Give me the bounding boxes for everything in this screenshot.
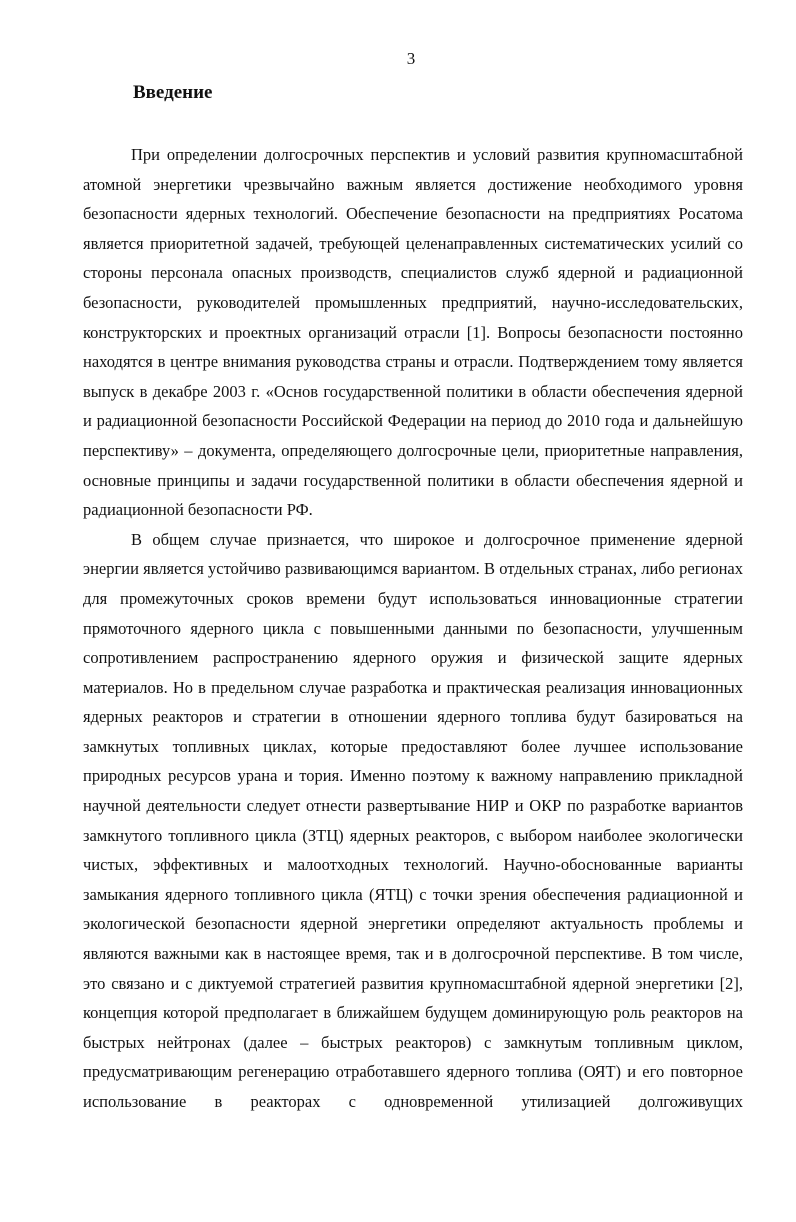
paragraph-2 — [83, 525, 743, 1117]
text-line: сопротивлением распространению ядерного оружия и физической защите ядерных — [83, 648, 743, 668]
text-line: безопасности, руководителей промышленных предприятий, научно-исследовательских, — [83, 292, 743, 312]
text-line: безопасности ядерных технологий. Обеспечение безопасности на предприятиях Росатома — [83, 204, 743, 224]
text-line: конструкторских и проектных организаций отрасли [1]. Вопросы безопасности постоянно — [83, 322, 743, 342]
text-line: материалов. Но в предельном случае разработка и практическая реализация инновационных — [83, 677, 743, 697]
text-line: экологической безопасности ядерной энергетики определяют актуальность проблемы и — [83, 914, 743, 934]
text-line: замкнутых топливных циклах, которые предоставляют более лучшее использование — [83, 736, 743, 756]
text-line: являются важными как в настоящее время, так и в долгосрочной перспективе. В том числе, — [83, 944, 743, 964]
text-line: чистых, эффективных и малоотходных технологий. Научно-обоснованные варианты — [83, 855, 743, 875]
text-line: ядерных реакторов и стратегии в отношении ядерного топлива будут базироваться на — [83, 707, 743, 727]
text-line: использование в реакторах с одновременной утилизацией долгоживущих — [83, 1092, 743, 1111]
text-line: находятся в центре внимания руководства страны и отрасли. Подтверждением тому является — [83, 352, 743, 372]
text-line: предусматривающим регенерацию отработавшего ядерного топлива (ОЯТ) и его повторное — [83, 1062, 743, 1082]
text-line: замыкания ядерного топливного цикла (ЯТЦ) с точки зрения обеспечения радиационной и — [83, 884, 743, 904]
text-line: и радиационной безопасности Российской Федерации на период до 2010 года и дальнейшую — [83, 411, 743, 431]
text-line: перспективу» – документа, определяющего долгосрочные цели, приоритетные направления, — [83, 440, 743, 460]
text-line: является приоритетной задачей, требующей целенаправленных систематических усилий со — [83, 233, 743, 253]
text-line: стороны персонала опасных производств, специалистов служб ядерной и радиационной — [83, 263, 743, 283]
text-line: В общем случае признается, что широкое и долгосрочное применение ядерной — [131, 529, 743, 549]
text-line: выпуск в декабре 2003 г. «Основ государственной политики в области обеспечения ядерной — [83, 381, 743, 401]
text-line: основные принципы и задачи государственной политики в области обеспечения ядерной и — [83, 470, 743, 490]
text-line: для промежуточных сроков времени будут использоваться инновационные стратегии — [83, 588, 743, 608]
section-heading: Введение — [133, 82, 213, 103]
document-body — [83, 140, 743, 1117]
text-line: это связано и с диктуемой стратегией развития крупномасштабной ядерной энергетики [2], — [83, 973, 743, 993]
text-line: атомной энергетики чрезвычайно важным является достижение необходимого уровня — [83, 174, 743, 194]
paragraph-1 — [83, 140, 743, 525]
text-line: замкнутого топливного цикла (ЗТЦ) ядерных реакторов, с выбором наиболее экологически — [83, 825, 743, 845]
text-line: радиационной безопасности РФ. — [83, 500, 313, 520]
text-line: прямоточного ядерного цикла с повышенными данными по безопасности, улучшенным — [83, 618, 743, 638]
text-line: концепция которой предполагает в ближайшем будущем доминирующую роль реакторов на — [83, 1003, 743, 1023]
text-line: быстрых нейтронах (далее – быстрых реакторов) с замкнутым топливным циклом, — [83, 1032, 743, 1052]
text-line: энергии является устойчиво развивающимся вариантом. В отдельных странах, либо регионах — [83, 559, 743, 579]
page-number: 3 — [406, 49, 416, 68]
text-line: При определении долгосрочных перспектив и условий развития крупномасштабной — [131, 145, 743, 164]
text-line: научной деятельности следует отнести развертывание НИР и ОКР по разработке вариантов — [83, 796, 743, 816]
text-line: природных ресурсов урана и тория. Именно поэтому к важному направлению прикладной — [83, 766, 743, 786]
